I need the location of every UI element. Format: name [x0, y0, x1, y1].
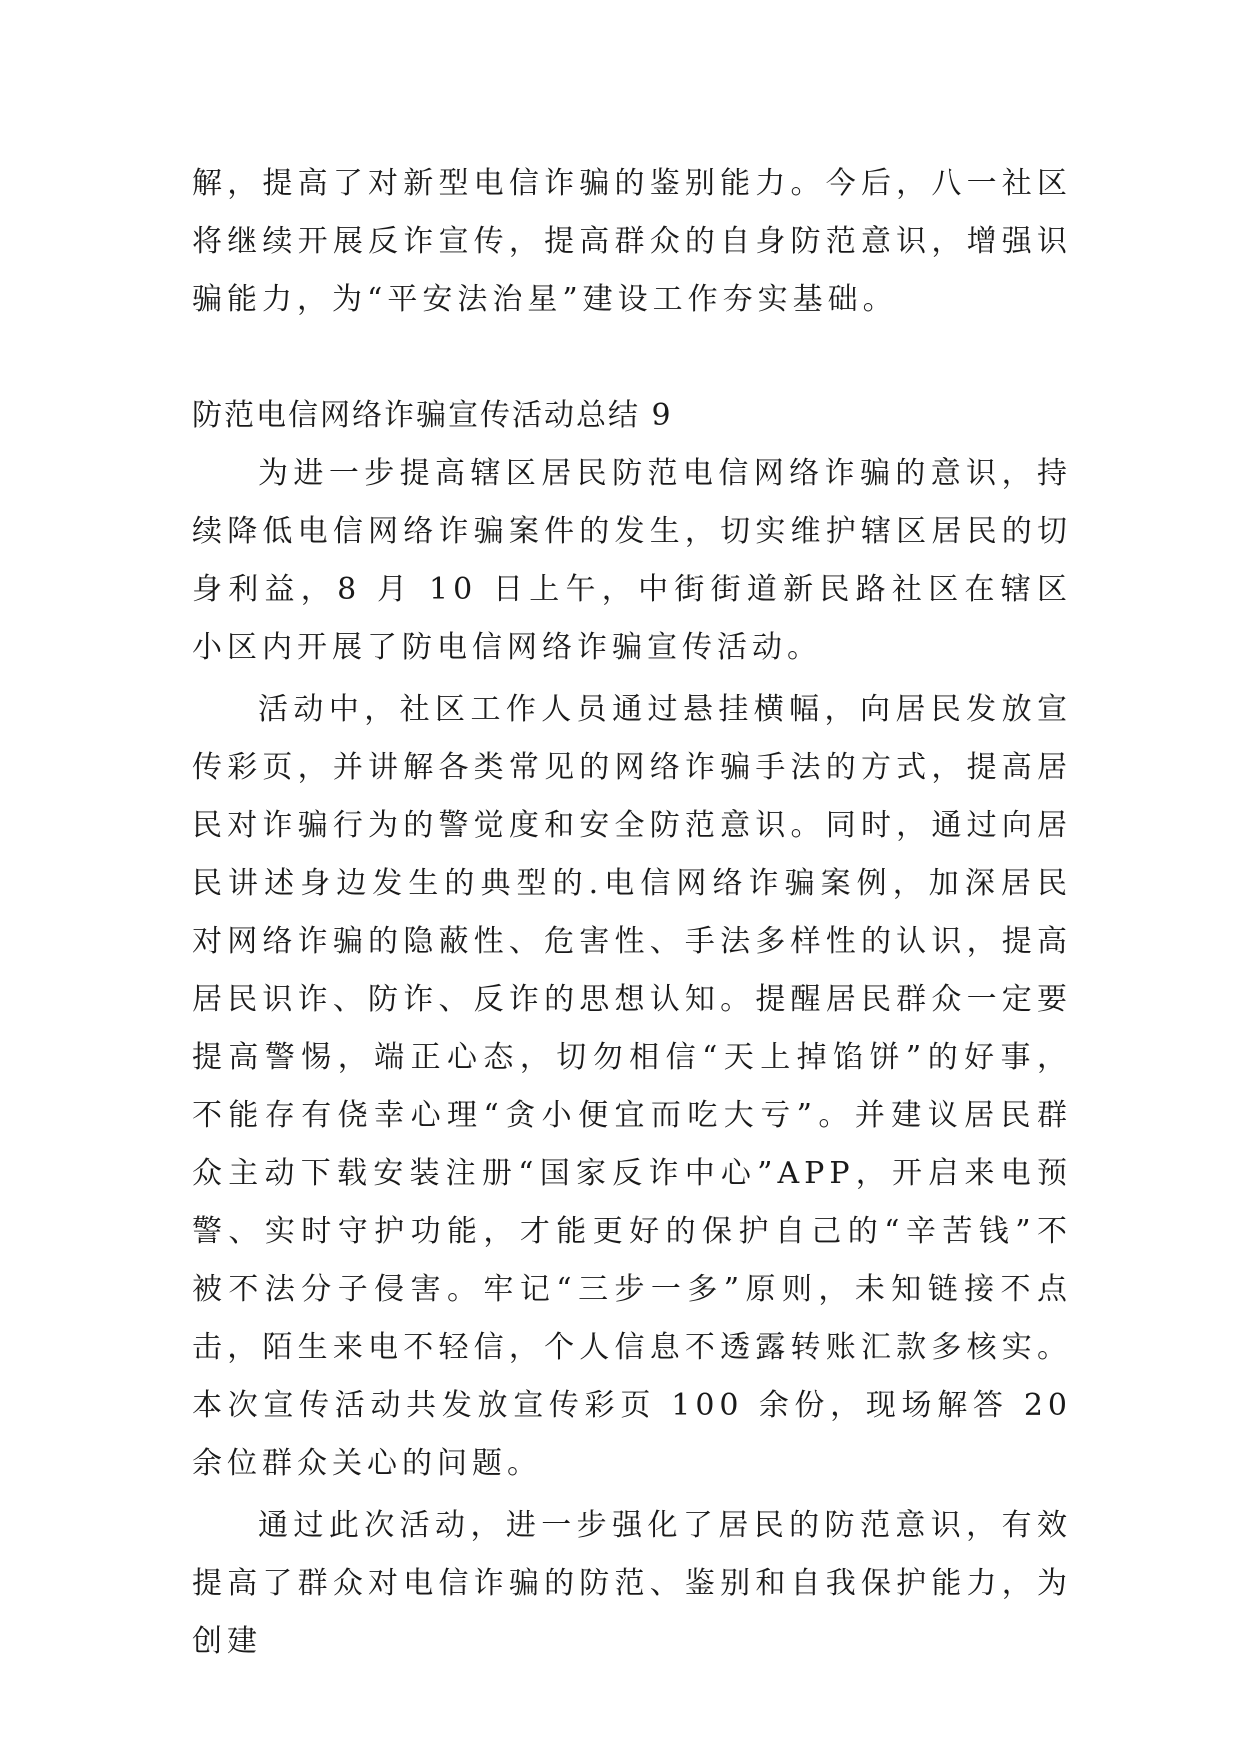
paragraph-1: 为进一步提高辖区居民防范电信网络诈骗的意识，持续降低电信网络诈骗案件的发生，切实维护辖区居民的切身利益，8 月 10 日上午，中街街道新民路社区在辖区小区内开展了防电信网络诈骗宣传活动。 [192, 456, 1072, 665]
paragraph-3: 通过此次活动，进一步强化了居民的防范意识，有效提高了群众对电信诈骗的防范、鉴别和自我保护能力，为创建 [192, 1508, 1072, 1659]
document-body [192, 155, 1072, 1671]
paragraph-2: 活动中，社区工作人员通过悬挂横幅，向居民发放宣传彩页，并讲解各类常见的网络诈骗手法的方式，提高居民对诈骗行为的警觉度和安全防范意识。同时，通过向居民讲述身边发生的典型的.电信网络诈骗案例，加深居民对网络诈骗的隐蔽性、危害性、手法多样性的认识，提高居民识诈、防诈、反诈的思想认知。提醒居民群众一定要提高警惕，端正心态，切勿相信“天上掉馅饼”的好事，不能存有侥幸心理“贪小便宜而吃大亏”。并建议居民群众主动下载安装注册“国家反诈中心”APP，开启来电预警、实时守护功能，才能更好的保护自己的“辛苦钱”不被不法分子侵害。牢记“三步一多”原则，未知链接不点击，陌生来电不轻信，个人信息不透露转账汇款多核实。本次宣传活动共发放宣传彩页 100 余份，现场解答 20 余位群众关心的问题。 [192, 692, 1072, 1481]
intro-paragraph: 解，提高了对新型电信诈骗的鉴别能力。今后，八一社区将继续开展反诈宣传，提高群众的自身防范意识，增强识骗能力，为“平安法治星”建设工作夯实基础。 [192, 166, 1072, 317]
section-title: 防范电信网络诈骗宣传活动总结 9 [192, 398, 673, 433]
